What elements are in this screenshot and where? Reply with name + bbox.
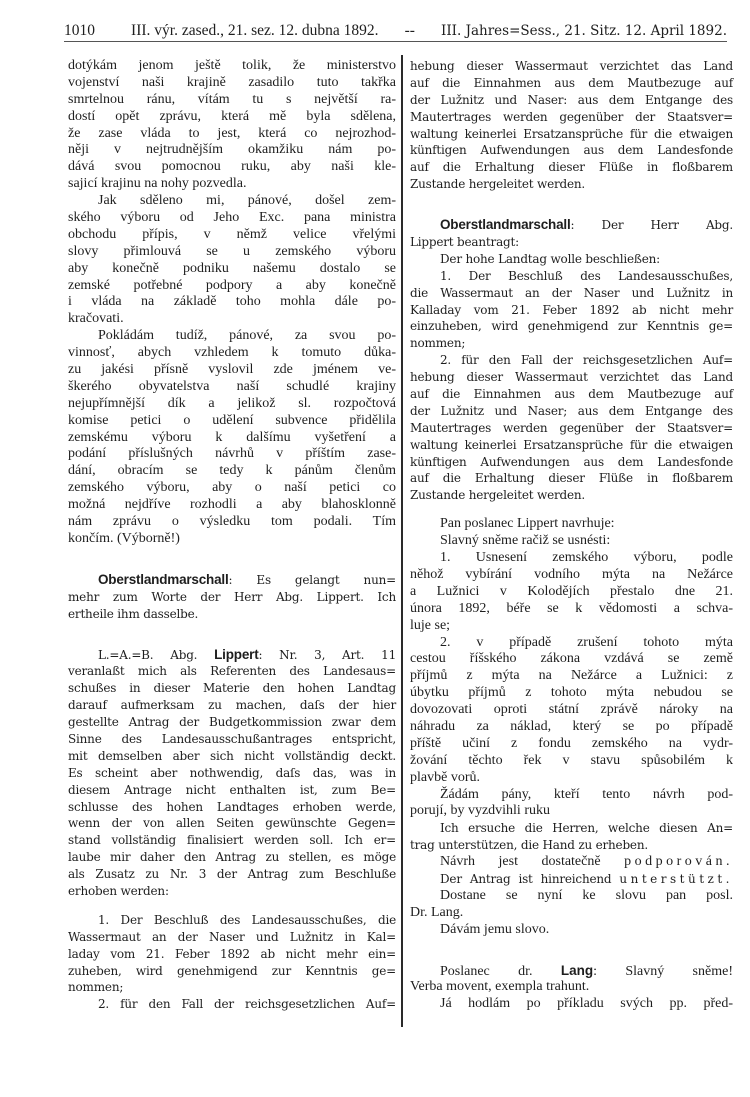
text-line: náhradu za náklad, který se po případě: [410, 718, 733, 734]
text-line: Dostane se nyní ke slovu pan posl.: [440, 887, 733, 903]
paragraph: [410, 58, 733, 193]
speech-paragraph: [68, 572, 396, 623]
paragraph: [68, 996, 396, 1013]
speaker-name: Oberstlandmarschall: [98, 571, 229, 587]
speech-paragraph: [410, 217, 733, 251]
text-line: smrtelnou ránu, vítám tu s největší ra-: [68, 91, 396, 107]
text-line: Žádám pány, kteří tento návrh pod-: [440, 786, 733, 802]
text-line: Dávám jemu slovo.: [440, 921, 550, 937]
paragraph: [410, 854, 733, 871]
paragraph: [410, 251, 733, 268]
text-line: mehr zum Worte der Herr Abg. Lippert. Ich: [68, 589, 396, 604]
text-segment: Der Antrag ist hinreichend: [440, 871, 620, 886]
text-line: erhoben werden:: [68, 883, 169, 898]
text-line: mit demselben aber sich nicht vollständig deckt.: [68, 748, 396, 763]
text-line: vinnosť, abych vzhledem k tomuto důka-: [68, 345, 396, 361]
page-number: 1010: [64, 22, 95, 39]
paragraph: [68, 193, 396, 328]
text-line: schlusse des hohen Landtages erhoben werde,: [68, 799, 396, 814]
text-line: zemského výboru, aby o naší petici co: [68, 480, 396, 496]
text-line: darauf aufmerksam zu machen, daſs der hier: [68, 698, 396, 713]
text-line: trag unterstützen, die Hand zu erheben.: [410, 838, 648, 853]
text-line: Pokládám tudíž, pánové, za svou po-: [98, 328, 396, 344]
text-line: sajicí krajinu na nohy pozvedla.: [68, 176, 247, 192]
text-segment: : Es gelangt nun=: [228, 572, 396, 587]
text-line: künftigen Aufwendungen aus dem Landesfonde: [410, 454, 733, 469]
text-line: 1. Usnesení zemského výboru, podle: [440, 550, 733, 566]
text-line: [410, 854, 733, 871]
text-line: ského výboru od Jeho Exc. pana ministra: [68, 210, 396, 226]
text-line: Lippert beantragt:: [410, 235, 519, 250]
text-line: einzuheben, wird genehmigend zur Kenntnis ge=: [410, 319, 733, 334]
paragraph: [410, 871, 733, 888]
header-title-german: III. Jahres=Sess., 21. Sitz. 12. April 1892.: [440, 23, 727, 39]
text-line: zemské potřebné podpory a aby konečně: [68, 277, 396, 293]
text-line: [68, 647, 396, 664]
text-line: auf die Erhaltung dieser Flüße in floßbarem: [410, 471, 733, 486]
text-line: auf die Erhaltung dieser Flüße in floßbarem: [410, 160, 733, 175]
text-line: kračovati.: [68, 311, 124, 327]
text-segment: : Nr. 3, Art. 11: [258, 647, 396, 662]
header-separator: --: [404, 22, 415, 39]
paragraph: [68, 912, 396, 996]
paragraph: [410, 533, 733, 550]
speaker-name: Lippert: [214, 646, 259, 662]
text-line: Kalladay vom 21. Feber 1892 ab nicht mehr: [410, 302, 733, 317]
text-line: žování těchto řek v stavu spůsobilém k: [410, 752, 733, 768]
text-line: auf die Einnahmen aus dem Mautbezuge auf: [410, 75, 733, 90]
paragraph: [410, 635, 733, 787]
text-line: der Lužnitz und Naser; aus dem Entgange des: [410, 403, 733, 418]
text-line: wenn der von allen Seiten gewünschte Gegen=: [68, 816, 396, 831]
paragraph: [410, 268, 733, 352]
text-line: Jak sděleno mi, pánové, došel zem-: [98, 193, 396, 209]
text-line: Es scheint aber nothwendig, daſs das, was in: [68, 765, 396, 780]
text-line: diesem Antrage nicht enthalten ist, zum Be=: [68, 782, 396, 797]
text-line: zu jakési přísně vyslovil zde jménem ve-: [68, 362, 396, 378]
paragraph: [410, 550, 733, 634]
text-line: hebung dieser Wassermaut verzichtet das Land: [410, 59, 733, 73]
text-line: příště učiní z fondu zemského na vydr-: [410, 735, 733, 751]
paragraph: [410, 820, 733, 854]
text-line: nám zprávu o výsledku tom podali. Tím: [68, 514, 396, 530]
paragraph: [410, 888, 733, 922]
text-line: nejupřímnější dík a jelikož sl. rozpočtová: [68, 395, 396, 411]
text-line: künftigen Aufwendungen aus dem Landesfonde: [410, 143, 733, 158]
text-segment: : Der Herr Abg.: [570, 218, 733, 233]
text-line: i vláda na základě toho mohla dále po-: [68, 294, 396, 310]
text-line: a Lužnici v Kolodějích přestalo dne 21.: [410, 583, 733, 599]
text-line: příjmů z mýta na Nežárce a Lužnici: z: [410, 668, 733, 684]
text-line: zuheben, wird genehmigend zur Kenntnis ge=: [68, 963, 396, 978]
paragraph: [410, 787, 733, 821]
text-line: Verba movent, exempla trahunt.: [410, 979, 590, 995]
text-line: veranlaßt mich als Referenten des Landesaus=: [68, 664, 396, 679]
text-line: plavbě vorů.: [410, 769, 480, 785]
running-header: [64, 22, 727, 41]
text-line: úbytku příjmů z tohoto mýta nebudou se: [410, 685, 733, 701]
text-line: Sinne des Landesausschußantrages entspricht,: [68, 731, 396, 746]
text-line: waltung keinerlei Ersatzansprüche für die etwaigen: [410, 126, 733, 141]
text-line: die Wassermaut an der Naser und Lužnitz in: [410, 285, 733, 300]
right-column: [410, 58, 733, 1013]
emphasized-text: podporován.: [624, 854, 733, 870]
text-line: stand vollständig finalisiert werden soll. Ich er=: [68, 833, 396, 848]
text-line: [410, 963, 733, 980]
text-line: hebung dieser Wassermaut verzichtet das Land: [410, 370, 733, 385]
speech-paragraph: [68, 647, 396, 900]
text-line: 2. v případě zrušení tohoto mýta: [440, 634, 733, 650]
text-line: als Zusatz zu Nr. 3 der Antrag zum Beschluße: [68, 867, 396, 882]
speaker-name: Oberstlandmarschall: [440, 217, 571, 233]
text-line: Wassermaut an der Naser und Lužnitz in Kal=: [68, 929, 396, 944]
text-line: že zase vláda to jest, která co nejrozhod-: [68, 125, 396, 141]
text-segment: : Slavný sněme!: [593, 963, 733, 979]
text-line: ertheile ihm dasselbe.: [68, 606, 199, 621]
header-rule: [64, 41, 727, 42]
text-line: něji v nejtrudnějším okamžiku nám po-: [68, 142, 396, 158]
speaker-name: Lang: [560, 962, 594, 978]
text-line: 2. für den Fall der reichsgesetzlichen Auf=: [98, 997, 396, 1012]
header-title-czech: III. výr. zased., 21. sez. 12. dubna 1892.: [131, 22, 379, 39]
paragraph: [68, 58, 396, 193]
text-line: něhož vybírání vodního mýta na Nežárce: [410, 566, 733, 582]
text-segment: Poslanec dr.: [440, 963, 561, 979]
text-line: Mautertrages werden gegenüber der Staatsver=: [410, 420, 733, 435]
text-line: laday vom 21. Feber 1892 ab nicht mehr ein=: [68, 946, 396, 961]
text-line: Zustande hergeleitet werden.: [410, 488, 586, 503]
text-line: schußes in dieser Materie den hohen Landtag: [68, 681, 396, 696]
text-line: [68, 572, 396, 589]
text-line: auf die Einnahmen aus dem Mautbezuge auf: [410, 387, 733, 402]
text-line: laube mir daher den Antrag zu stellen, es möge: [68, 850, 396, 865]
text-line: Mautertrages werden gegenüber der Staatsver=: [410, 109, 733, 124]
paragraph: [410, 996, 733, 1013]
text-line: možná nejdříve rozhodli a aby blahosklonně: [68, 497, 396, 513]
text-line: der Lužnitz und Naser: aus dem Entgange des: [410, 92, 733, 107]
text-line: dostí opět zprávu, která mě byla sdělena,: [68, 108, 396, 124]
text-segment: L.=A.=B. Abg.: [98, 647, 215, 662]
text-line: končím. (Výborně!): [68, 530, 180, 546]
text-line: Slavný sněme račiž se usnésti:: [440, 533, 611, 549]
emphasized-text: unterstützt.: [619, 871, 733, 886]
text-line: luje se;: [410, 617, 451, 633]
text-line: komise petici o udělení subvence přidělila: [68, 412, 396, 428]
paragraph: [410, 516, 733, 533]
text-line: slovy přimlouvá se u zemského výboru: [68, 243, 396, 259]
text-line: zemskému výboru k dalšímu vyšetření a: [68, 429, 396, 445]
text-line: 2. für den Fall der reichsgesetzlichen Auf=: [440, 353, 733, 368]
left-column: [68, 58, 396, 1013]
text-line: nommen;: [68, 980, 124, 995]
text-line: [410, 871, 733, 888]
text-line: dání, obracím se tedy k pánům členům: [68, 463, 396, 479]
text-line: [410, 217, 733, 234]
text-line: 1. Der Beschluß des Landesausschußes, die: [98, 912, 396, 927]
text-line: cestou říšského zákona vzdává se země: [410, 651, 733, 667]
text-line: nommen;: [410, 336, 466, 351]
text-line: gestellte Antrag der Budgetkommission zwar dem: [68, 715, 396, 730]
paragraph: [410, 352, 733, 504]
text-line: Ich ersuche die Herren, welche diesen An=: [440, 821, 733, 836]
text-line: Dr. Lang.: [410, 904, 464, 920]
paragraph: [410, 922, 733, 939]
column-divider: [401, 55, 403, 1027]
text-line: škerého obyvatelstva naší schudlé krajiny: [68, 378, 396, 394]
text-line: dává svou pomocnou ruku, aby naši kle-: [68, 159, 396, 175]
text-line: dotýkám jenom ještě tolik, že ministerstvo: [68, 58, 396, 73]
text-line: Já hodlám po příkladu svých pp. před-: [440, 996, 733, 1012]
paragraph: [68, 328, 396, 548]
text-line: waltung keinerlei Ersatzansprüche für die etwaigen: [410, 437, 733, 452]
text-line: Pan poslanec Lippert navrhuje:: [440, 516, 615, 532]
text-line: dovozovati oproti státní zprávě nároky na: [410, 702, 733, 718]
text-line: února 1892, béře se k vědomosti a schva-: [410, 600, 733, 616]
text-line: 1. Der Beschluß des Landesausschußes,: [440, 268, 733, 283]
speech-paragraph: [410, 963, 733, 997]
text-segment: Návrh jest dostatečně: [440, 854, 625, 870]
text-line: vojenství naši krajině zasadilo tuto takřka: [68, 74, 396, 90]
text-line: aby konečně podniku našemu dostalo se: [68, 260, 396, 276]
text-line: Zustande hergeleitet werden.: [410, 177, 586, 192]
text-line: porují, by vyzdvihli ruku: [410, 803, 550, 819]
text-line: Der hohe Landtag wolle beschließen:: [440, 251, 661, 266]
text-line: obchodu přípis, v němž velice vřelými: [68, 226, 396, 242]
text-line: podání příslušných návrhů v příštím zase-: [68, 446, 396, 462]
